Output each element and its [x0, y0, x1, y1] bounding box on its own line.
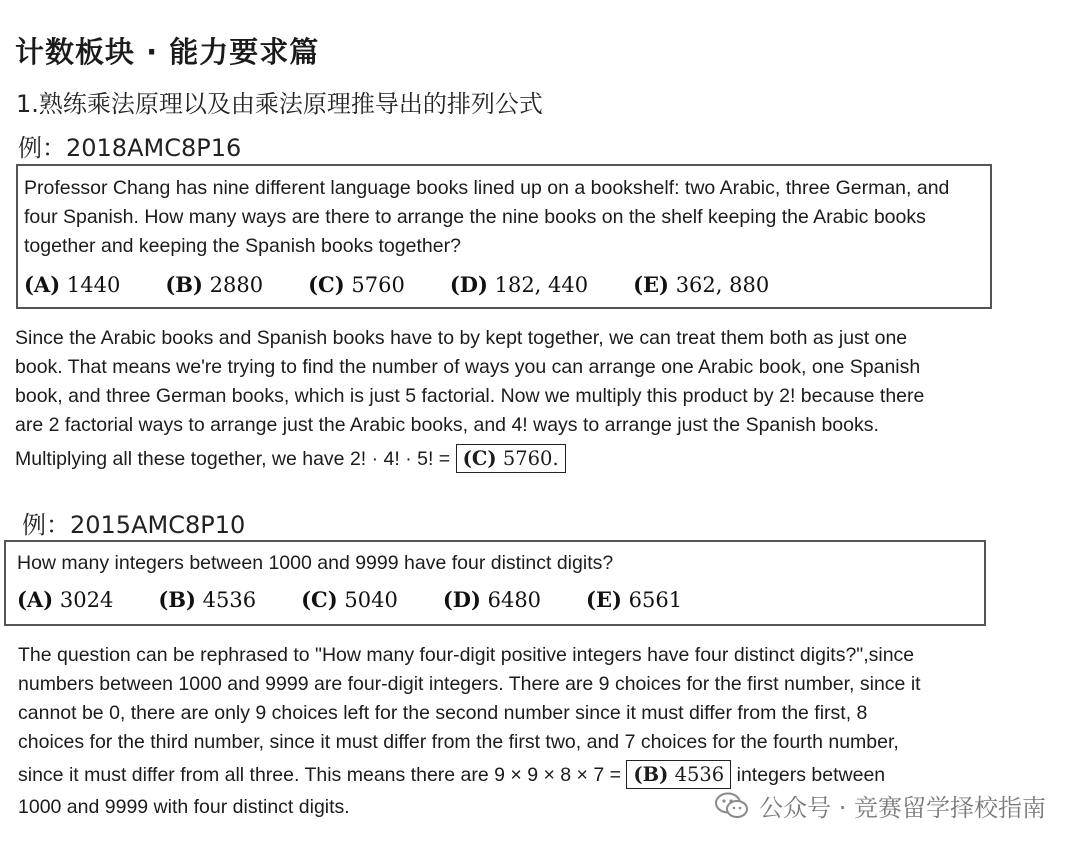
solution-last-line: 1000 and 9999 with four distinct digits.: [18, 796, 350, 818]
solution-line: numbers between 1000 and 9999 are four-digit integers. There are 9 choices for the first number, since it: [18, 673, 921, 695]
solution-line: are 2 factorial ways to arrange just the Arabic books, and 4! ways to arrange just the Spanish books.: [15, 414, 879, 436]
section-subtitle: 1.熟练乘法原理以及由乘法原理推导出的排列公式: [16, 90, 543, 118]
example1-choices: [24, 272, 814, 297]
example1-label: 例：2018AMC8P16: [18, 134, 242, 162]
solution-line: choices for the third number, since it must differ from the first two, and 7 choices for the fourth number,: [18, 731, 899, 753]
example1-solution: [15, 324, 1025, 474]
watermark-text: 公众号 · 竞赛留学择校指南: [759, 794, 1046, 822]
choice-b: (B) 4536: [158, 587, 257, 612]
final-prefix: Multiplying all these together, we have 2! · 4! · 5! =: [15, 448, 451, 470]
example1-problem-text: Professor Chang has nine different language books lined up on a bookshelf: two Arabic, three German, and four Spanish. How many ways are there to arrange the nine books on the shelf keeping the Arabic books together and keeping the Spanish books together?: [24, 177, 950, 257]
choice-e: (E) 6561: [586, 587, 683, 612]
page-title: 计数板块 · 能力要求篇: [15, 35, 320, 69]
example2-label: 例：2015AMC8P10: [22, 511, 246, 539]
choice-d: (D) 182, 440: [449, 272, 589, 297]
example2-choices: [17, 587, 727, 612]
choice-a: (A) 1440: [24, 272, 121, 297]
solution-line: book, and three German books, which is just 5 factorial. Now we multiply this product by 2! because there: [15, 385, 925, 407]
example2-problem-text: How many integers between 1000 and 9999 have four distinct digits?: [17, 552, 614, 574]
final-prefix: since it must differ from all three. This means there are 9 × 9 × 8 × 7 =: [18, 764, 621, 786]
choice-a: (A) 3024: [17, 587, 114, 612]
final-suffix: integers between: [736, 764, 886, 786]
solution-line: Since the Arabic books and Spanish books have to by kept together, we can treat them both as just one: [15, 327, 908, 349]
choice-c: (C) 5040: [301, 587, 398, 612]
choice-d: (D) 6480: [442, 587, 542, 612]
example2-problem-box: [4, 540, 986, 626]
choice-c: (C) 5760: [308, 272, 405, 297]
watermark: [715, 788, 1046, 823]
solution-final-line: [15, 444, 1025, 474]
choice-e: (E) 362, 880: [633, 272, 770, 297]
solution-final-line: [18, 760, 1028, 790]
boxed-answer: (B) 4536: [626, 760, 731, 789]
boxed-answer: (C) 5760.: [456, 444, 566, 473]
choice-b: (B) 2880: [165, 272, 264, 297]
solution-line: cannot be 0, there are only 9 choices left for the second number since it must differ from the first, 8: [18, 702, 868, 724]
example1-problem-box: [16, 164, 992, 309]
solution-line: book. That means we're trying to find the number of ways you can arrange one Arabic book, one Spanish: [15, 356, 921, 378]
wechat-icon: [715, 792, 749, 820]
solution-line: The question can be rephrased to "How many four-digit positive integers have four distinct digits?",since: [18, 644, 915, 666]
